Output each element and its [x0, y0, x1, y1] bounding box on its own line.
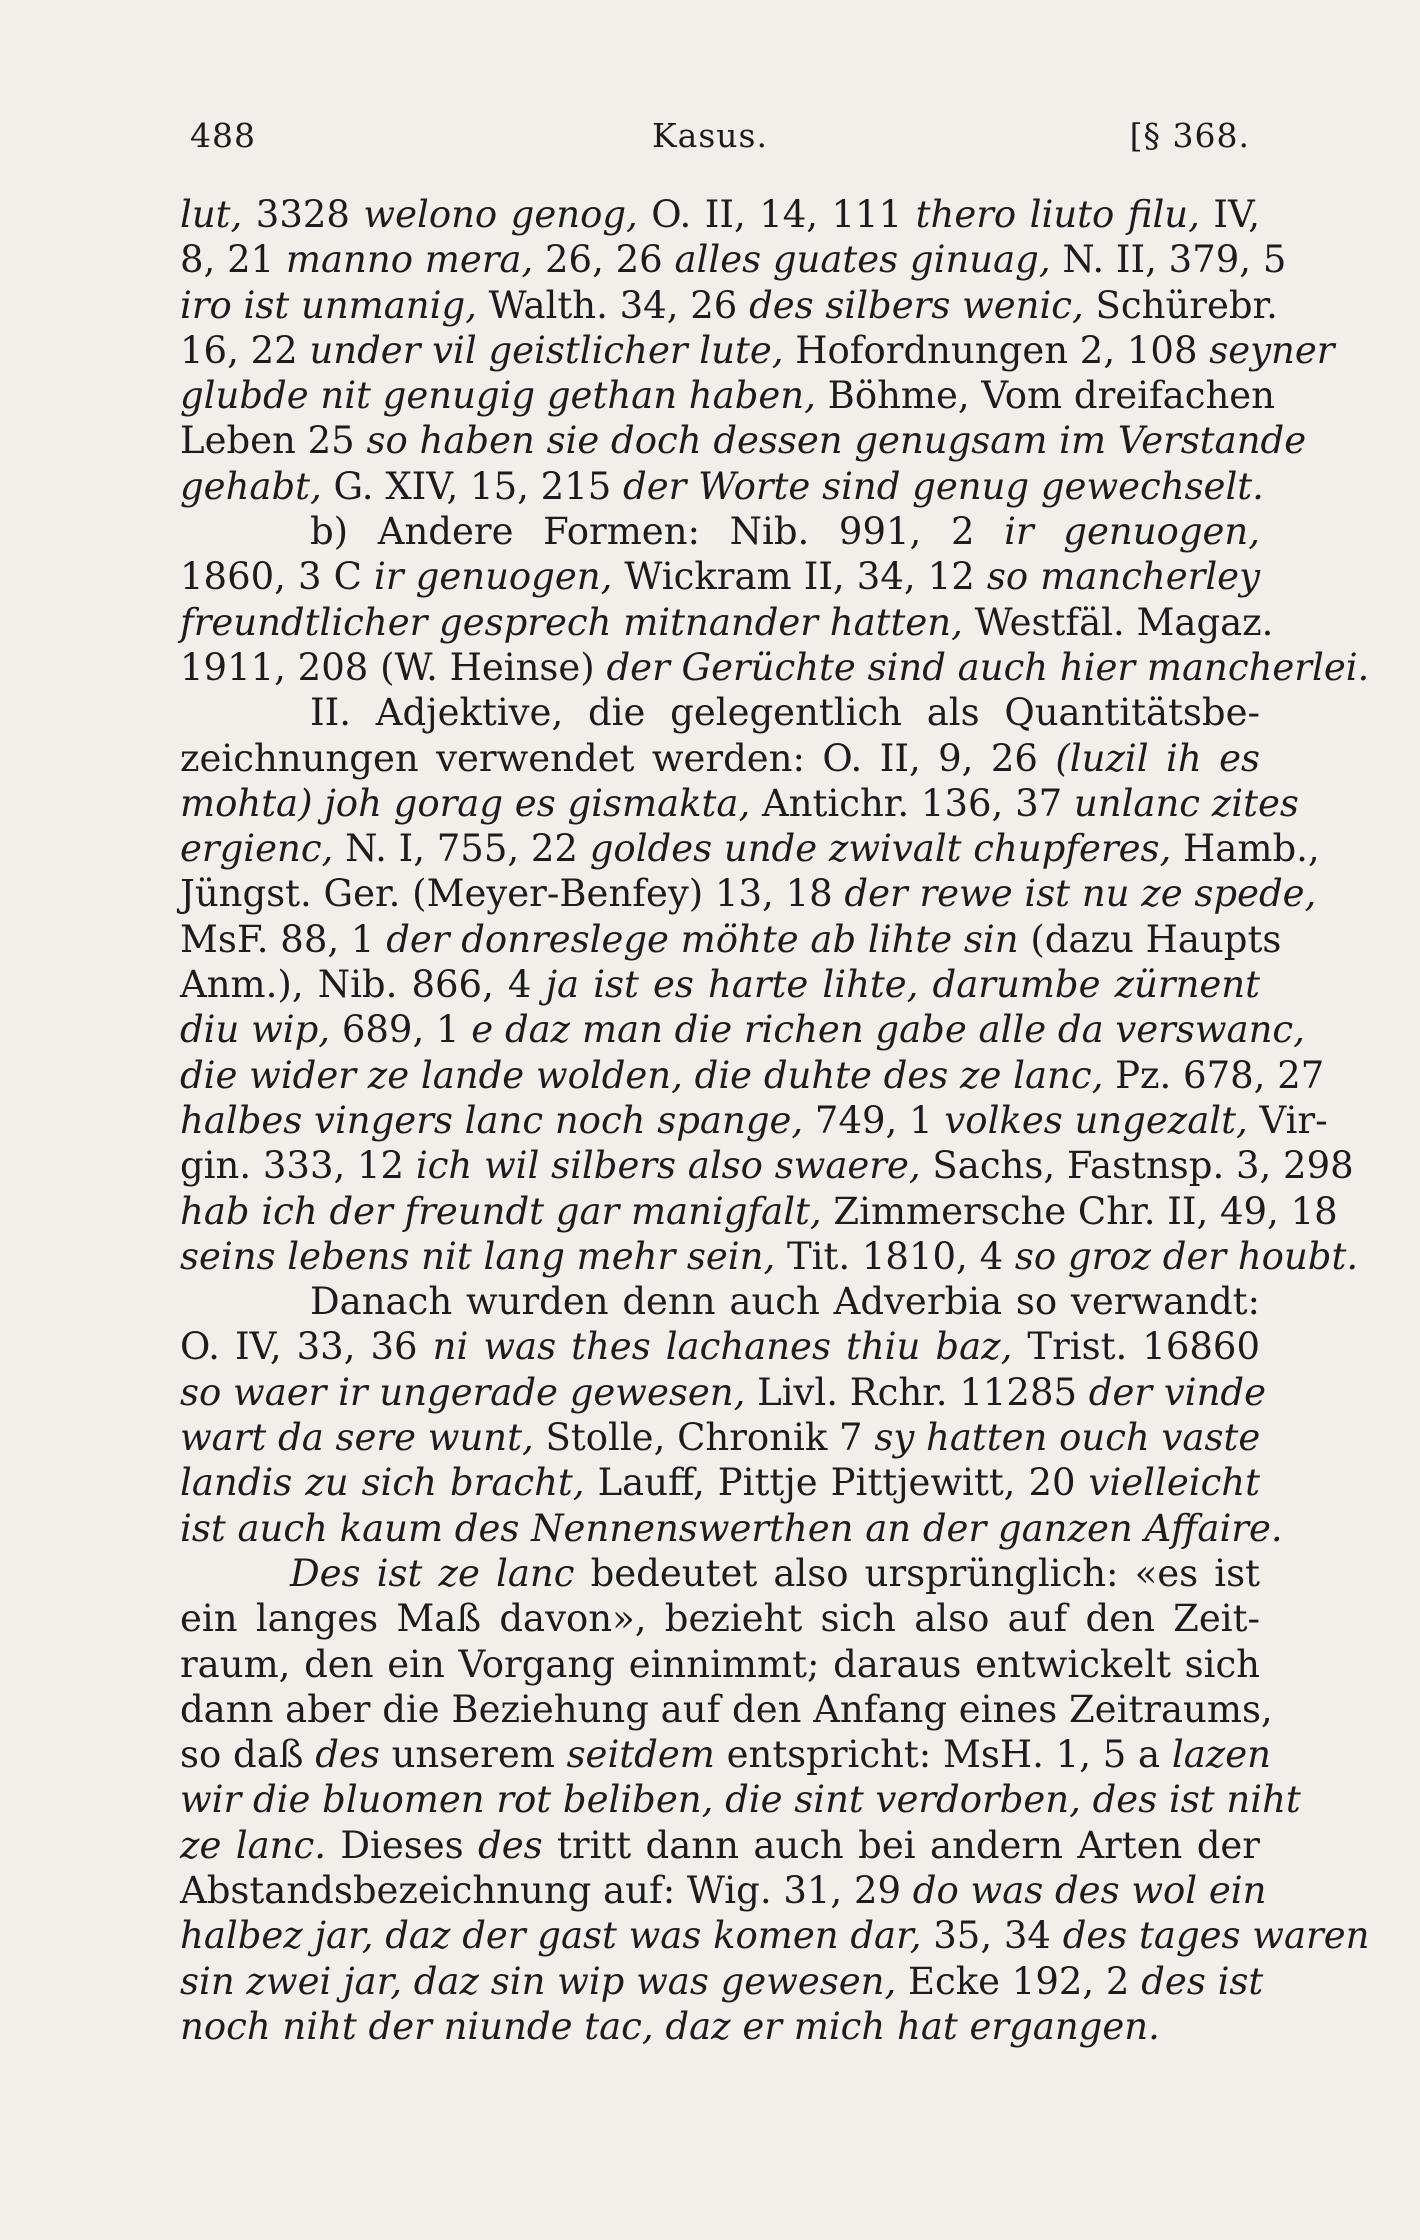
quotation-text: so groz der houbt.	[1014, 1234, 1359, 1278]
quotation-text: so mancherley	[986, 555, 1260, 599]
quotation-text: Des ist ze lanc	[290, 1551, 575, 1595]
quotation-text: thero liuto filu,	[915, 193, 1200, 236]
quotation-text: manno mera,	[285, 238, 534, 282]
plain-text: zeichnungen verwendet werden: O. II, 9, 26	[180, 736, 1056, 780]
text-line	[180, 1868, 1267, 1913]
plain-text: O. IV, 33, 36	[180, 1325, 433, 1369]
quotation-text: diu wip,	[180, 1008, 331, 1052]
plain-text: dann aber die Beziehung auf den Anfang eines Zeitraums,	[180, 1687, 1273, 1731]
text-line	[180, 2004, 1260, 2049]
quotation-text: ir genuogen,	[374, 555, 613, 599]
text-line	[180, 418, 1307, 463]
text-line	[180, 1234, 1359, 1279]
running-title: Kasus.	[652, 116, 768, 155]
plain-text: 16, 22	[180, 328, 310, 372]
quotation-text: halbez jar, daz der gast was komen dar,	[180, 1914, 922, 1958]
quotation-text: e daz man die richen gabe alle da verswanc,	[471, 1008, 1305, 1052]
text-line	[180, 1506, 1283, 1551]
plain-text: MsF. 88, 1	[180, 917, 387, 961]
text-line	[180, 1143, 1354, 1188]
quotation-text: seyner	[1209, 328, 1335, 372]
plain-text: O. II, 14, 111	[637, 193, 916, 236]
plain-text: Lauff, Pittje Pittjewitt, 20	[584, 1461, 1089, 1505]
quotation-text: under vil geistlicher lute,	[309, 328, 784, 372]
plain-text: Anm.), Nib. 866, 4	[180, 963, 546, 1007]
text-line	[180, 1053, 1325, 1098]
quotation-text: so haben sie doch dessen genugsam im Verstande	[366, 419, 1307, 463]
body-text	[180, 192, 1370, 2049]
text-line	[180, 554, 1260, 599]
text-line	[180, 1642, 1260, 1687]
quotation-text: so waer ir ungerade gewesen,	[180, 1370, 746, 1414]
plain-text: bedeutet also ursprünglich: «es ist	[574, 1551, 1260, 1595]
text-line	[180, 1959, 1264, 2004]
quotation-text: ja ist es harte lihte, darumbe zürnent	[545, 963, 1261, 1007]
plain-text: raum, den ein Vorgang einnimmt; daraus entwickelt sich	[180, 1642, 1260, 1686]
plain-text: 3328	[242, 193, 364, 236]
quotation-text: des silbers wenic,	[749, 283, 1084, 327]
plain-text: Livl. Rchr. 11285	[745, 1370, 1089, 1414]
plain-text: 35, 34	[921, 1914, 1063, 1958]
text-line	[180, 1460, 1260, 1505]
quotation-text: sin zwei jar, daz sin wip was gewesen,	[180, 1959, 897, 2003]
plain-text: Wickram II, 34, 12	[612, 555, 987, 599]
quotation-text: seitdem	[566, 1733, 715, 1777]
plain-text: ein langes Maß davon», bezieht sich also auf den Zeit-	[180, 1597, 1260, 1641]
text-line	[180, 1823, 1260, 1868]
quotation-text: ni was thes lachanes thiu baz,	[432, 1325, 1013, 1369]
quotation-text: do was des wol ein	[912, 1868, 1267, 1912]
text-line	[180, 1189, 1338, 1234]
quotation-text: lazen	[1171, 1733, 1271, 1777]
plain-text: 1860, 3 C	[180, 555, 375, 599]
text-line	[180, 645, 1370, 690]
plain-text: Walth. 34, 26	[476, 283, 750, 327]
text-line	[180, 1279, 1260, 1324]
section-marker: [§ 368.	[1129, 116, 1250, 155]
plain-text: Ecke 192, 2	[896, 1959, 1142, 2003]
page-number: 488	[190, 116, 256, 155]
quotation-text: glubde nit genugig gethan haben,	[180, 374, 816, 418]
quotation-text: des ist	[1141, 1959, 1264, 2003]
quotation-text: iro ist unmanig,	[180, 283, 477, 327]
quotation-text: mohta) joh gorag es gismakta,	[180, 781, 751, 825]
text-line	[180, 1415, 1260, 1460]
text-line	[180, 192, 1260, 237]
quotation-text: ist auch kaum des Nennenswerthen an der ganzen Affaire.	[180, 1506, 1283, 1550]
text-line	[180, 464, 1264, 509]
quotation-text: ergienc,	[180, 827, 334, 871]
plain-text: Stolle, Chronik 7	[533, 1416, 875, 1460]
plain-text: Trist. 16860	[1012, 1325, 1260, 1369]
plain-text: Schürebr.	[1083, 283, 1278, 327]
plain-text: unserem	[379, 1733, 567, 1777]
quotation-text: ze lanc.	[180, 1823, 326, 1867]
plain-text: Westfäl. Magaz.	[962, 600, 1274, 644]
quotation-text: (luzil ih es	[1055, 736, 1260, 780]
quotation-text: der Worte sind genug gewechselt.	[623, 464, 1264, 508]
quotation-text: die wider ze lande wolden, die duhte des ze lanc,	[180, 1053, 1104, 1097]
text-line	[180, 781, 1299, 826]
plain-text: Hofordnungen 2, 108	[783, 328, 1210, 372]
plain-text: 1911, 208 (W. Heinse)	[180, 645, 607, 689]
plain-text: 26, 26	[533, 238, 675, 282]
plain-text: (dazu Haupts	[1018, 917, 1282, 961]
quotation-text: lut,	[180, 193, 243, 236]
text-line	[180, 917, 1282, 962]
text-line	[180, 509, 1260, 554]
text-line	[180, 1732, 1271, 1777]
text-line	[180, 373, 1276, 418]
plain-text: 8, 21	[180, 238, 286, 282]
text-line	[180, 736, 1260, 781]
text-line	[180, 1370, 1266, 1415]
quotation-text: halbes vingers lanc noch spange,	[180, 1098, 804, 1142]
quotation-text: volkes ungezalt,	[944, 1098, 1248, 1142]
plain-text: Tit. 1810, 4	[775, 1234, 1015, 1278]
plain-text: Vir-	[1247, 1098, 1328, 1142]
text-line	[180, 237, 1287, 282]
quotation-text: der Gerüchte sind auch hier mancherlei.	[606, 645, 1370, 689]
quotation-text: freundtlicher gesprech mitnander hatten,	[180, 600, 963, 644]
text-line	[180, 871, 1317, 916]
plain-text: G. XIV, 15, 215	[321, 464, 624, 508]
quotation-text: wir die bluomen rot beliben, die sint verdorben, des ist niht	[180, 1778, 1301, 1822]
text-line	[180, 962, 1260, 1007]
plain-text: Antichr. 136, 37	[750, 781, 1074, 825]
plain-text: 689, 1	[330, 1008, 472, 1052]
quotation-text: der donreslege möhte ab lihte sin	[386, 917, 1019, 961]
plain-text: Böhme, Vom dreifachen	[815, 374, 1276, 418]
quotation-text: landis zu sich bracht,	[180, 1461, 585, 1505]
plain-text: N. II, 379, 5	[1050, 238, 1287, 282]
text-line	[180, 826, 1320, 871]
plain-text: IV,	[1199, 193, 1260, 236]
plain-text: Danach wurden denn auch Adverbia so verwandt:	[310, 1280, 1260, 1324]
text-line	[180, 1098, 1328, 1143]
plain-text: Leben 25	[180, 419, 367, 463]
plain-text: Dieses	[326, 1823, 479, 1867]
text-line	[180, 1551, 1260, 1596]
text-line	[180, 690, 1260, 735]
quotation-text: welono genog,	[363, 193, 638, 236]
plain-text: so daß	[180, 1733, 316, 1777]
plain-text: Zimmersche Chr. II, 49, 18	[821, 1189, 1338, 1233]
quotation-text: seins lebens nit lang mehr sein,	[180, 1234, 776, 1278]
plain-text: gin. 333, 12	[180, 1144, 416, 1188]
quotation-text: hab ich der freundt gar manigfalt,	[180, 1189, 822, 1233]
text-line	[180, 1777, 1301, 1822]
quotation-text: des	[315, 1733, 380, 1777]
plain-text: N. I, 755, 22	[333, 827, 590, 871]
text-line	[180, 1596, 1260, 1641]
plain-text: b) Andere Formen: Nib. 991, 2	[310, 510, 1005, 554]
quotation-text: goldes unde zwivalt chupferes,	[589, 827, 1172, 871]
plain-text: entspricht: MsH. 1, 5 a	[714, 1733, 1172, 1777]
text-line	[180, 1324, 1260, 1369]
quotation-text: ich wil silbers also swaere,	[415, 1144, 921, 1188]
text-line	[180, 600, 1274, 645]
quotation-text: noch niht der niunde tac, daz er mich hat ergangen.	[180, 2004, 1160, 2048]
quotation-text: der rewe ist nu ze spede,	[844, 872, 1317, 916]
quotation-text: unlanc zites	[1073, 781, 1299, 825]
quotation-text: sy hatten ouch vaste	[874, 1416, 1261, 1460]
text-line	[180, 1687, 1273, 1732]
quotation-text: gehabt,	[180, 464, 322, 508]
quotation-text: des tages waren	[1062, 1914, 1370, 1958]
text-line	[180, 1007, 1305, 1052]
plain-text: tritt dann auch bei andern Arten der	[542, 1823, 1260, 1867]
plain-text: Hamb.,	[1171, 827, 1320, 871]
plain-text: Pz. 678, 27	[1103, 1053, 1325, 1097]
plain-text: Sachs, Fastnsp. 3, 298	[920, 1144, 1354, 1188]
plain-text: II. Adjektive, die gelegentlich als Quantitätsbe-	[310, 691, 1260, 735]
text-line	[180, 328, 1335, 373]
quotation-text: des	[478, 1823, 543, 1867]
quotation-text: alles guates ginuag,	[674, 238, 1051, 282]
quotation-text: ir genuogen,	[1004, 510, 1260, 554]
text-line	[180, 283, 1278, 328]
plain-text: 749, 1	[803, 1098, 945, 1142]
quotation-text: vielleicht	[1088, 1461, 1260, 1505]
plain-text: Jüngst. Ger. (Meyer-Benfey) 13, 18	[180, 872, 845, 916]
text-line	[180, 1913, 1370, 1958]
plain-text: Abstandsbezeichnung auf: Wig. 31, 29	[180, 1868, 913, 1912]
quotation-text: der vinde	[1088, 1370, 1266, 1414]
quotation-text: wart da sere wunt,	[180, 1416, 534, 1460]
